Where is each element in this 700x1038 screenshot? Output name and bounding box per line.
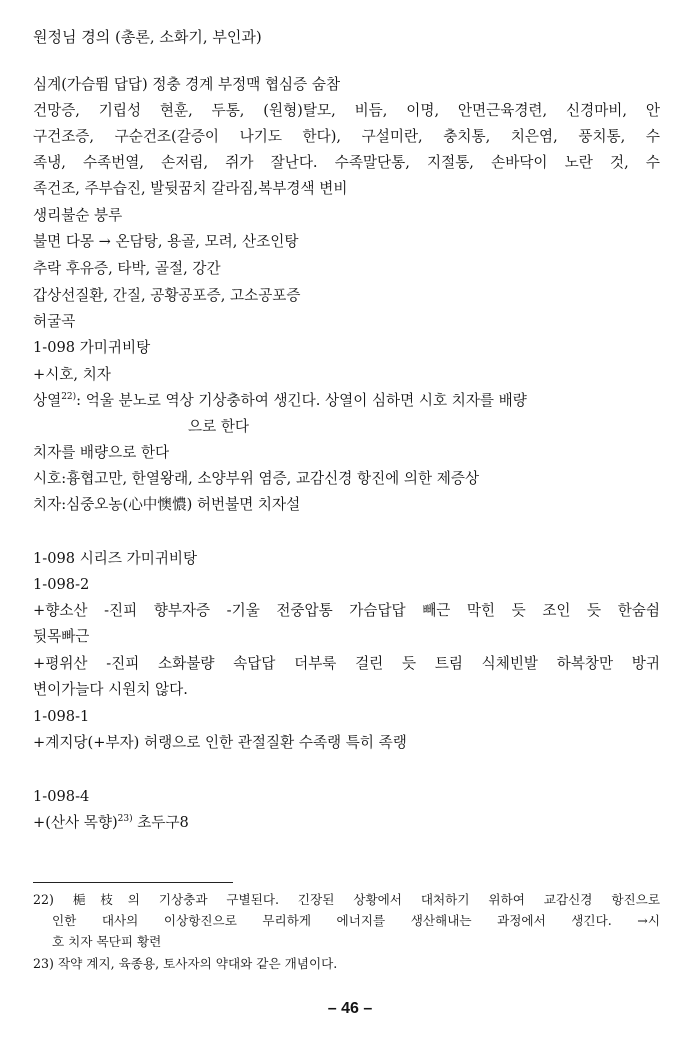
text-line: 1-098-2 <box>33 576 90 593</box>
text-line: 건망증, 기립성 현훈, 두통, (원형)탈모, 비듬, 이명, 안면근육경련, 신경마비, 안 <box>33 102 660 119</box>
text-line: 시호:흉협고만, 한열왕래, 소양부위 염증, 교감신경 항진에 의한 제증상 <box>33 470 480 487</box>
footnote-ref-22: 22) <box>61 392 77 403</box>
text-line: +평위산 -진피 소화불량 속답답 더부룩 걸린 듯 트림 식체빈발 하복창만 방귀 <box>33 655 660 672</box>
footnote-23: 23) 작약 계지, 육종용, 토사자의 약대와 같은 개념이다. <box>33 956 338 971</box>
text-line: 생리불순 붕루 <box>33 207 123 224</box>
prescription-title: 1-098 가미귀비탕 <box>33 339 151 356</box>
text-line: 뒷목빠근 <box>33 628 90 645</box>
sangyeol-label: 상열 <box>33 392 62 409</box>
formula-tail: 초두구8 <box>132 814 189 831</box>
footnote-22: 22) 梔枝의 기상충과 구별된다. 긴장된 상황에서 대처하기 위하여 교감신경 항진으로 <box>33 892 660 907</box>
sangyeol-line <box>33 392 660 410</box>
page-number: – 46 – <box>327 1000 373 1017</box>
section-title: 1-098 시리즈 가미귀비탕 <box>33 550 198 567</box>
text-line: +향소산 -진피 향부자증 -기울 전중압통 가슴답답 빼근 막힌 듯 조인 듯 한숨쉼 <box>33 602 660 619</box>
footnote-22-cont: 호 치자 목단피 황련 <box>52 934 162 949</box>
footnote-divider <box>33 882 233 883</box>
text-line: +시호, 치자 <box>33 366 111 383</box>
text-line: 심계(가슴뜀 답답) 정충 경계 부정맥 협심증 숨참 <box>33 76 341 93</box>
footnote-22-cont: 인한 대사의 이상항진으로 무리하게 에너지를 생산해내는 과정에서 생긴다. →시 <box>52 913 660 928</box>
text-line: 1-098-4 <box>33 788 90 805</box>
last-formula-line <box>33 814 660 832</box>
text-line: 변이가늘다 시원치 않다. <box>33 681 188 698</box>
text-line: 구건조증, 구순건조(갈증이 나기도 한다), 구설미란, 충치통, 치은염, 풍치통, 수 <box>33 128 660 145</box>
page-header: 원정님 경의 (총론, 소화기, 부인과) <box>33 28 262 46</box>
text-line: 족냉, 수족번열, 손저림, 쥐가 잘난다. 수족말단통, 지절통, 손바닥이 노란 것, 수 <box>33 154 660 171</box>
text-line: 1-098-1 <box>33 708 90 725</box>
text-line: 허굴곡 <box>33 313 76 330</box>
text-line: 족건조, 주부습진, 발뒷꿈치 갈라짐,복부경색 변비 <box>33 180 348 197</box>
text-line: 추락 후유증, 타박, 골절, 강간 <box>33 260 221 277</box>
text-line: 갑상선질환, 간질, 공황공포증, 고소공포증 <box>33 287 301 304</box>
footnote-ref-23: 23) <box>117 814 133 825</box>
text-line: 치자:심중오농(心中懊憹) 허번불면 치자설 <box>33 496 301 513</box>
text-line: 불면 다몽 → 온담탕, 용골, 모려, 산조인탕 <box>33 233 299 250</box>
sangyeol-text: : 억울 분노로 역상 기상충하여 생긴다. 상열이 심하면 시호 치자를 배량 <box>76 392 527 409</box>
text-line: +계지당(+부자) 허랭으로 인한 관절질환 수족랭 특히 족랭 <box>33 734 407 751</box>
text-line: 치자를 배량으로 한다 <box>33 444 170 461</box>
formula-text: +(산사 목향) <box>33 814 118 831</box>
sangyeol-continuation: 으로 한다 <box>188 418 250 435</box>
